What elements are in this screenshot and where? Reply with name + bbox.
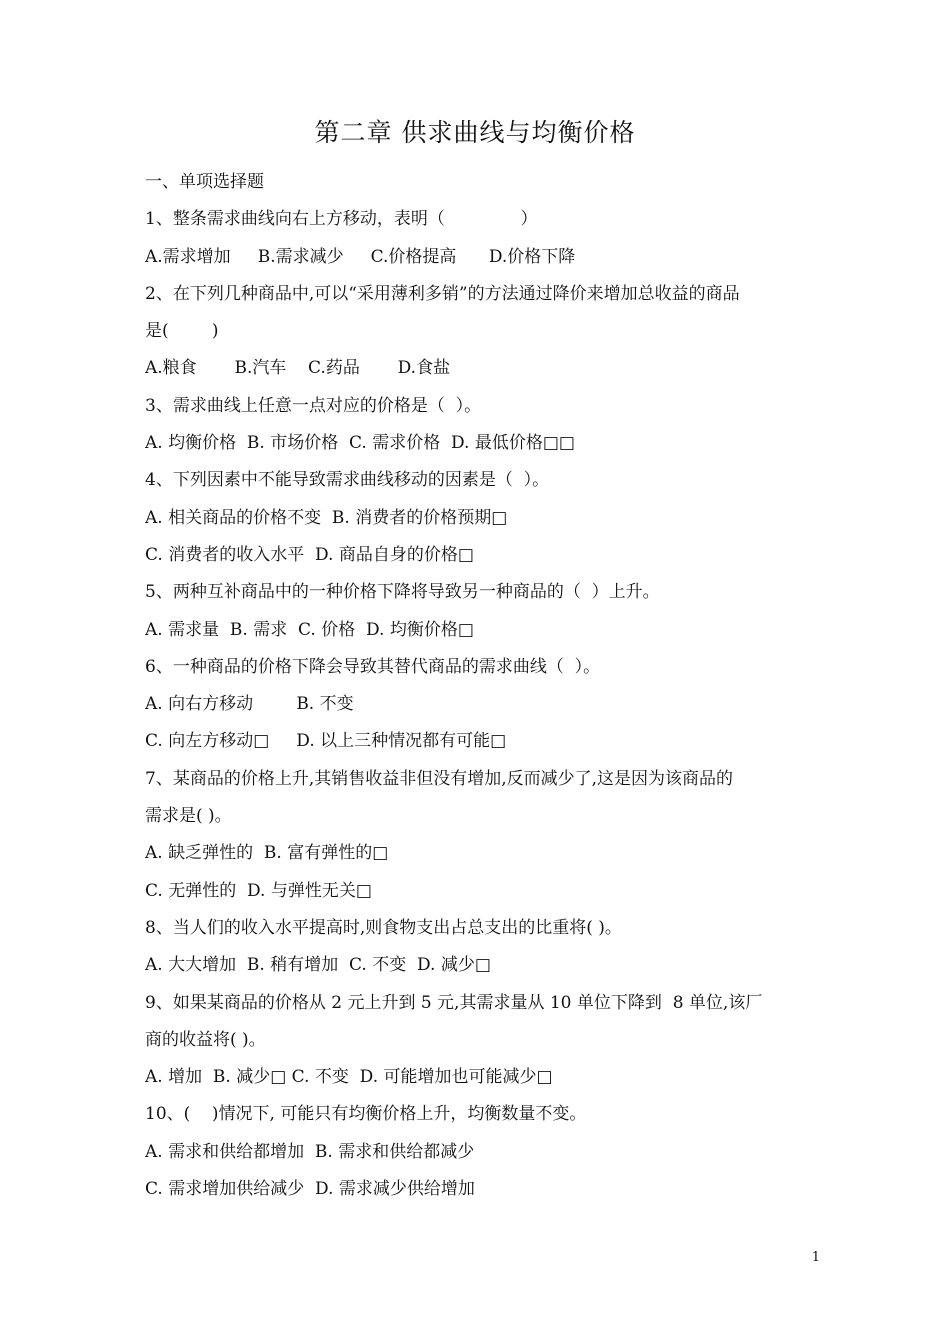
question-7-options-c-d: C. 无弹性的 D. 与弹性无关□ bbox=[145, 880, 372, 901]
question-9-continued: 商的收益将( )。 bbox=[145, 1029, 266, 1050]
question-2: 2、在下列几种商品中,可以“采用薄利多销”的方法通过降价来增加总收益的商品 bbox=[145, 283, 740, 304]
question-5: 5、两种互补商品中的一种价格下降将导致另一种商品的（ ）上升。 bbox=[145, 582, 660, 603]
question-10: 10、( )情况下, 可能只有均衡价格上升，均衡数量不变。 bbox=[145, 1104, 587, 1125]
question-8: 8、当人们的收入水平提高时,则食物支出占总支出的比重将( )。 bbox=[145, 917, 622, 938]
question-list bbox=[145, 170, 815, 1214]
question-4: 4、下列因素中不能导致需求曲线移动的因素是（ ）。 bbox=[145, 470, 550, 491]
question-2-options: A.粮食 B.汽车 C.药品 D.食盐 bbox=[145, 358, 451, 379]
chapter-title: 第二章 供求曲线与均衡价格 bbox=[314, 118, 636, 147]
question-3: 3、需求曲线上任意一点对应的价格是（ ）。 bbox=[145, 395, 482, 416]
question-6-options-c-d: C. 向左方移动□ D. 以上三种情况都有可能□ bbox=[145, 731, 507, 752]
page-number: 1 bbox=[811, 1250, 820, 1265]
question-6: 6、一种商品的价格下降会导致其替代商品的需求曲线（ ）。 bbox=[145, 656, 601, 677]
question-6-options-a-b: A. 向右方移动 B. 不变 bbox=[145, 694, 354, 715]
question-3-options: A. 均衡价格 B. 市场价格 C. 需求价格 D. 最低价格□□ bbox=[145, 433, 575, 454]
question-7: 7、某商品的价格上升,其销售收益非但没有增加,反而减少了,这是因为该商品的 bbox=[145, 768, 734, 789]
question-9-options: A. 增加 B. 减少□ C. 不变 D. 可能增加也可能减少□ bbox=[145, 1067, 553, 1088]
question-2-continued: 是( ) bbox=[145, 321, 219, 342]
question-8-options: A. 大大增加 B. 稍有增加 C. 不变 D. 减少□ bbox=[145, 955, 491, 976]
question-9: 9、如果某商品的价格从 2 元上升到 5 元,其需求量从 10 单位下降到 8 单位,该厂 bbox=[145, 992, 763, 1013]
question-10-options-c-d: C. 需求增加供给减少 D. 需求减少供给增加 bbox=[145, 1179, 475, 1200]
section-heading: 一、单项选择题 bbox=[145, 172, 264, 192]
question-1-options: A.需求增加 B.需求减少 C.价格提高 D.价格下降 bbox=[145, 246, 576, 267]
question-5-options: A. 需求量 B. 需求 C. 价格 D. 均衡价格□ bbox=[145, 619, 474, 640]
question-7-continued: 需求是( )。 bbox=[145, 806, 232, 827]
question-10-options-a-b: A. 需求和供给都增加 B. 需求和供给都减少 bbox=[145, 1141, 475, 1162]
question-4-options-a-b: A. 相关商品的价格不变 B. 消费者的价格预期□ bbox=[145, 507, 508, 528]
question-7-options-a-b: A. 缺乏弹性的 B. 富有弹性的□ bbox=[145, 843, 389, 864]
question-1: 1、整条需求曲线向右上方移动，表明（ ） bbox=[145, 209, 538, 230]
question-4-options-c-d: C. 消费者的收入水平 D. 商品自身的价格□ bbox=[145, 544, 474, 565]
